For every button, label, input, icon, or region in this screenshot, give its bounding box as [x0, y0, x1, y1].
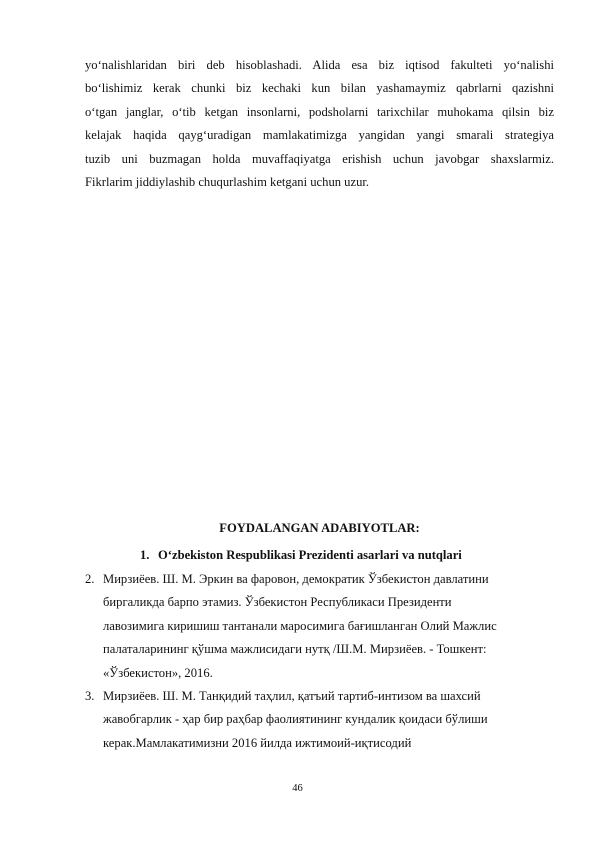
- references-heading: FOYDALANGAN ADABIYOTLAR:: [219, 521, 420, 535]
- paragraph-line: o‘tgan janglar, o‘tib ketgan insonlarni, podsholarni tarixchilar muhokama qilsin biz: [85, 104, 554, 119]
- reference-line: палаталарининг қўшма мажлисидаги нутқ /Ш.М. Мирзиёев. - Тошкент:: [103, 642, 487, 657]
- reference-text: [103, 685, 555, 755]
- section-number: 1.: [140, 548, 150, 562]
- reference-line: биргаликда барпо этамиз. Ўзбекистон Республикаси Президенти: [103, 595, 452, 610]
- paragraph-line: yo‘nalishlaridan biri deb hisoblashadi. Alida esa biz iqtisod fakulteti yo‘nalishi: [85, 58, 554, 72]
- reference-line: керак.Мамлакатимизни 2016 йилда ижтимоий-иқтисодий: [103, 735, 412, 750]
- reference-line: Мирзиёев. Ш. М. Танқидий таҳлил, қатъий тартиб-интизом ва шахсий: [103, 689, 481, 703]
- reference-line: лавозимига киришиш тантанали маросимига бағишланган Олий Мажлис: [103, 618, 497, 633]
- reference-item: [85, 568, 555, 685]
- section-title-text: O‘zbekiston Respublikasi Prezidenti asarlari va nutqlari: [158, 548, 462, 562]
- paragraph-line: Fikrlarim jiddiylashib chuqurlashim ketgani uchun uzur.: [85, 175, 370, 190]
- reference-line: жавобгарлик - ҳар бир раҳбар фаолиятининг кундалик қоидаси бўлиши: [103, 712, 488, 727]
- body-paragraph: [85, 54, 554, 194]
- reference-text: [103, 568, 555, 685]
- reference-line: «Ўзбекистон», 2016.: [103, 665, 213, 680]
- paragraph-line: kelajak haqida qayg‘uradigan mamlakatimizga yangidan yangi smarali strategiya: [85, 128, 554, 143]
- reference-number: 3.: [85, 689, 95, 703]
- reference-number: 2.: [85, 572, 95, 586]
- paragraph-line: bo‘lishimiz kerak chunki biz kechaki kun bilan yashamaymiz qabrlarni qazishni: [85, 81, 554, 96]
- paragraph-line: tuzib uni buzmagan holda muvaffaqiyatga erishish uchun javobgar shaxslarmiz.: [85, 151, 554, 166]
- page-number: 46: [292, 783, 303, 794]
- references-section-title: [140, 545, 462, 565]
- reference-line: Мирзиёев. Ш. М. Эркин ва фаровон, демократик Ўзбекистон давлатини: [103, 572, 489, 586]
- reference-item: [85, 685, 555, 755]
